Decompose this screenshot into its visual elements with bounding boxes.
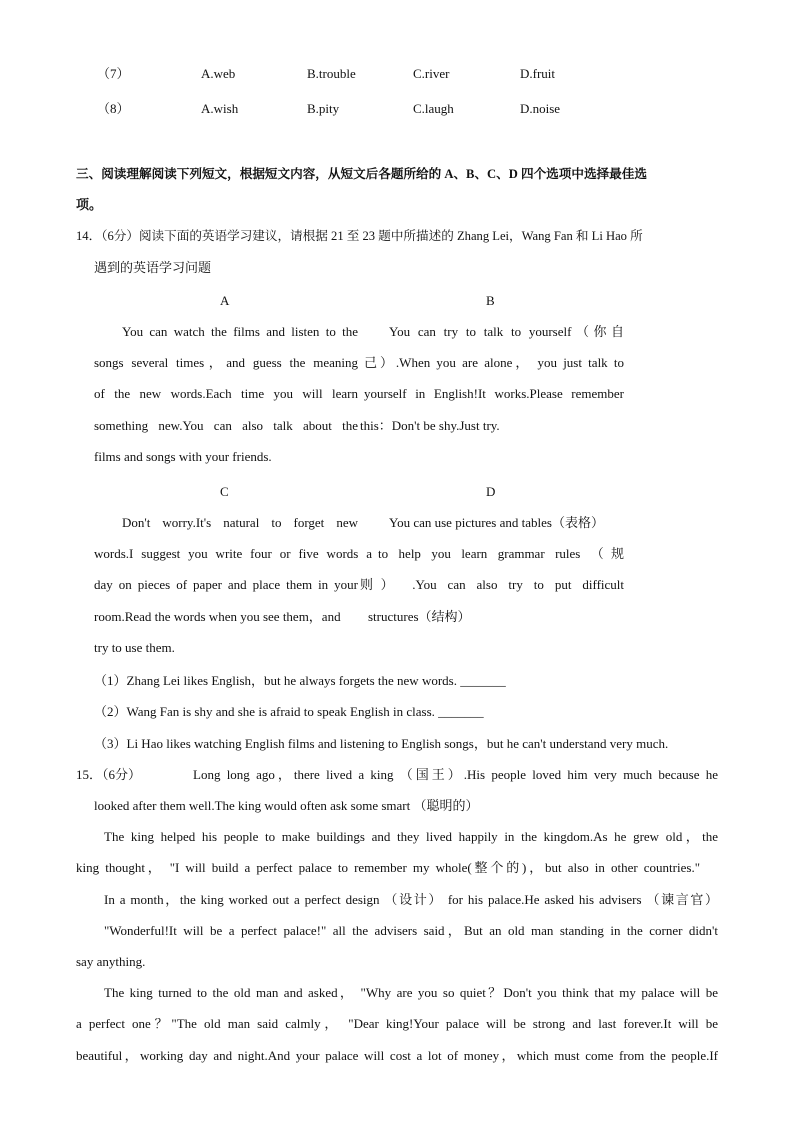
question-14-item-1: （1）Zhang Lei likes English，but he always forgets the new words. _______ bbox=[94, 673, 506, 688]
passage-c-line: day on pieces of paper and place them in your bbox=[94, 577, 358, 592]
option-7b: B.trouble bbox=[307, 66, 356, 81]
story-line: "Wonderful!It will be a perfect palace!" all the advisers said，But an old man standing in the corner didn't bbox=[104, 923, 718, 938]
passage-b-label: B bbox=[486, 293, 495, 308]
story-line: king thought， "I will build a perfect palace to remember my whole(整个的)，but also in other countries." bbox=[76, 860, 700, 875]
option-8d: D.noise bbox=[520, 101, 561, 116]
question-14-item-2: （2）Wang Fan is shy and she is afraid to speak English in class. _______ bbox=[94, 704, 484, 719]
story-line: a perfect one？"The old man said calmly， "Dear king!Your palace will be strong and last forever.It will be bbox=[76, 1016, 718, 1031]
passage-a-label: A bbox=[220, 293, 230, 308]
story-line: In a month，the king worked out a perfect design （设计） for his palace.He asked his advisers （谏言官） bbox=[104, 892, 718, 907]
question-14-prompt-line1: 14．（6分）阅读下面的英语学习建议，请根据 21 至 23 题中所描述的 Zhang Lei，Wang Fan 和 Li Hao 所 bbox=[76, 229, 643, 243]
option-7c: C.river bbox=[413, 66, 450, 81]
option-row-8-number: （8） bbox=[97, 101, 130, 116]
story-line: Long long ago，there lived a king （国王）.His people loved him very much because he bbox=[193, 767, 718, 782]
passage-c-line: try to use them. bbox=[94, 640, 175, 655]
option-8a: A.wish bbox=[201, 101, 239, 116]
passage-d-line: to help you learn grammar rules （规 bbox=[378, 546, 624, 561]
passage-a-line: songs several times，and guess the meaning bbox=[94, 355, 358, 370]
passage-b-line: yourself in English!It works.Please remember bbox=[364, 386, 624, 401]
passage-b-line: this：Don't be shy.Just try. bbox=[360, 418, 500, 433]
section-3-heading-line2: 项。 bbox=[76, 197, 103, 212]
section-3-heading-line1: 三、阅读理解阅读下列短文，根据短文内容，从短文后各题所给的 A、B、C、D 四个选项中选择最佳选 bbox=[76, 167, 647, 181]
question-15-number: 15．（6分） bbox=[76, 767, 142, 782]
passage-c-label: C bbox=[220, 484, 229, 499]
passage-c-line: room.Read the words when you see them，and bbox=[94, 609, 341, 624]
passage-a-line: of the new words.Each time you will learn bbox=[94, 386, 358, 401]
passage-d-line: 则） .You can also try to put difficult bbox=[360, 577, 624, 592]
question-14-prompt-line2: 遇到的英语学习问题 bbox=[94, 260, 212, 275]
passage-c-line: words.I suggest you write four or five words a bbox=[94, 546, 372, 561]
passage-b-line: You can try to talk to yourself（你自 bbox=[389, 324, 624, 339]
option-8b: B.pity bbox=[307, 101, 340, 116]
passage-a-line: something new.You can also talk about the bbox=[94, 418, 358, 433]
passage-a-line: You can watch the films and listen to the bbox=[122, 324, 358, 339]
passage-b-line: 己）.When you are alone， you just talk to bbox=[364, 355, 624, 370]
option-8c: C.laugh bbox=[413, 101, 454, 116]
passage-d-label: D bbox=[486, 484, 496, 499]
story-line: say anything. bbox=[76, 954, 146, 969]
option-row-7-number: （7） bbox=[97, 66, 130, 81]
story-line: looked after them well.The king would often ask some smart （聪明的） bbox=[94, 798, 479, 813]
story-line: beautiful，working day and night.And your palace will cost a lot of money，which must come from the people.If bbox=[76, 1048, 718, 1063]
passage-d-line: structures（结构） bbox=[368, 609, 471, 624]
option-7d: D.fruit bbox=[520, 66, 556, 81]
option-7a: A.web bbox=[201, 66, 236, 81]
passage-a-line: films and songs with your friends. bbox=[94, 449, 272, 464]
passage-c-line: Don't worry.It's natural to forget new bbox=[122, 515, 358, 530]
passage-d-line: You can use pictures and tables（表格） bbox=[389, 515, 604, 530]
story-line: The king turned to the old man and asked， "Why are you so quiet？Don't you think that my palace will be bbox=[104, 985, 718, 1000]
story-line: The king helped his people to make buildings and they lived happily in the kingdom.As he grew old，the bbox=[104, 829, 718, 844]
question-14-item-3: （3）Li Hao likes watching English films and listening to English songs，but he can't understand very much. bbox=[94, 736, 669, 751]
